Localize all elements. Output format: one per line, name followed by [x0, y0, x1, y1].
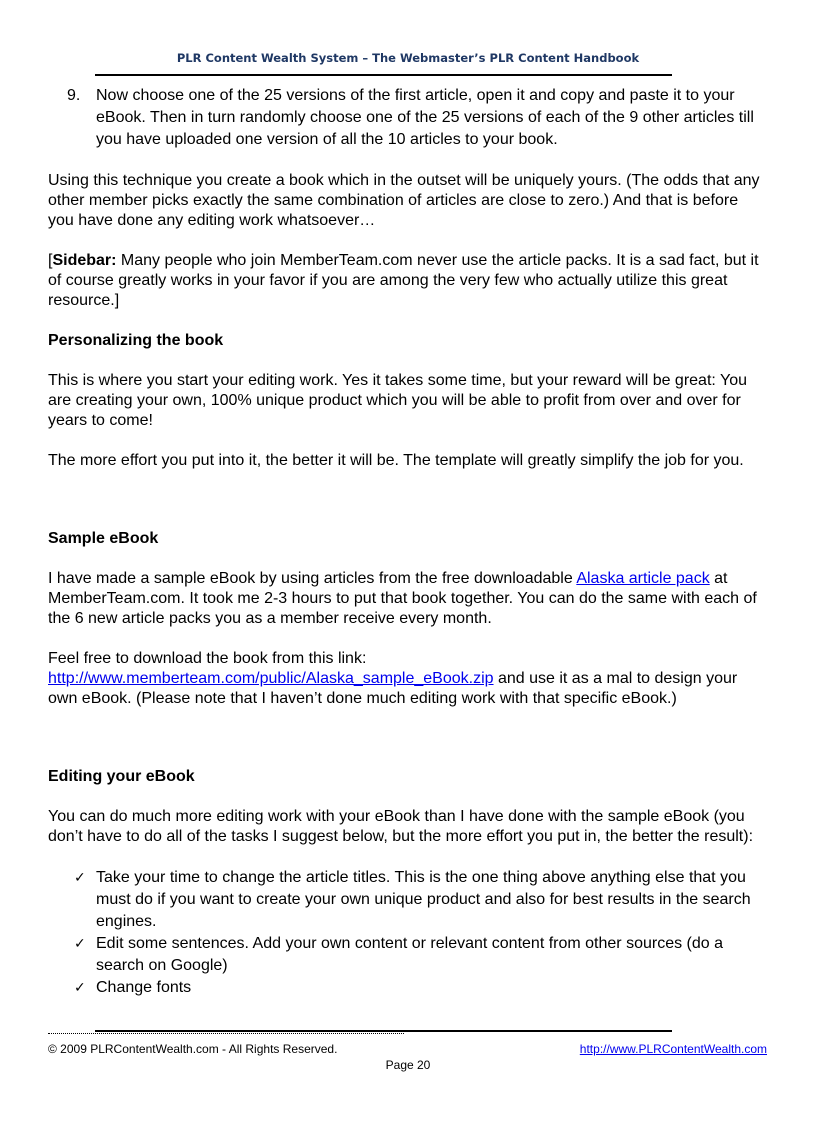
check-icon: ✓ [74, 870, 86, 886]
paragraph-sample-2 [48, 649, 768, 709]
list-item-text: Take your time to change the article titles. This is the one thing above anything else that you must do if you want to create your own unique product and also for best results in the search engines. [96, 869, 751, 930]
paragraph-personalizing-1: This is where you start your editing work. Yes it takes some time, but your reward will be great: You are creating your own, 100% unique product which you will be able to profit from over and over for years to come! [48, 372, 747, 429]
paragraph-sample-1 [48, 569, 768, 629]
running-header: PLR Content Wealth System – The Webmaster’s PLR Content Handbook [176, 51, 640, 65]
step-text: Now choose one of the 25 versions of the first article, open it and copy and paste it to your eBook. Then in turn randomly choose one of the 25 versions of each of the 9 other articles till you have uploaded one version of all the 10 articles to your book. [96, 87, 754, 148]
download-intro: Feel free to download the book from this link: [48, 650, 367, 667]
download-text-after: and use it as a mal to design your own eBook. (Please note that I haven’t done much editing work with that specific eBook.) [48, 670, 738, 707]
paragraph-personalizing-2: The more effort you put into it, the better it will be. The template will greatly simplify the job for you. [48, 452, 744, 469]
numbered-step-9 [48, 85, 768, 151]
paragraph-editing-1: You can do much more editing work with your eBook than I have done with the sample eBook (you don’t have to do all of the tasks I suggest below, but the more effort you put in, the better the result): [48, 808, 754, 845]
check-icon: ✓ [74, 980, 86, 996]
sidebar-label: Sidebar: [52, 252, 117, 269]
sample-text-before: I have made a sample eBook by using articles from the free downloadable [48, 570, 577, 587]
sidebar-open-bracket: [ [48, 252, 53, 269]
heading-sample-ebook: Sample eBook [48, 530, 159, 547]
list-item [48, 977, 768, 999]
footer-rule [95, 1030, 672, 1032]
paragraph-technique: Using this technique you create a book which in the outset will be uniquely yours. (The odds that any other member picks exactly the same combination of articles are close to zero.) And that is before you have done any editing work whatsoever… [48, 172, 760, 229]
check-icon: ✓ [74, 936, 86, 952]
page-number: Page 20 [385, 1058, 431, 1072]
sample-ebook-download-link[interactable]: http://www.memberteam.com/public/Alaska_sample_eBook.zip [48, 670, 494, 687]
alaska-article-pack-link[interactable]: Alaska article pack [576, 570, 710, 587]
page-body [48, 84, 768, 999]
list-item [48, 867, 768, 933]
sidebar-note [48, 251, 768, 311]
heading-editing-ebook: Editing your eBook [48, 768, 195, 785]
header-rule [95, 74, 672, 76]
list-item-text: Change fonts [96, 979, 192, 996]
footer-copyright: © 2009 PLRContentWealth.com - All Rights Reserved. [48, 1042, 338, 1056]
footer-dotted-rule [48, 1033, 404, 1034]
heading-personalizing: Personalizing the book [48, 332, 224, 349]
sample-text-after: at MemberTeam.com. It took me 2-3 hours to put that book together. You can do the same with each of the 6 new article packs you as a member receive every month. [48, 570, 757, 627]
list-item [48, 933, 768, 977]
step-number: 9. [67, 87, 81, 104]
footer-website-link[interactable]: http://www.PLRContentWealth.com [579, 1042, 767, 1056]
editing-checklist [48, 867, 768, 999]
list-item-text: Edit some sentences. Add your own content or relevant content from other sources (do a search on Google) [96, 935, 724, 974]
sidebar-text: Many people who join MemberTeam.com never use the article packs. It is a sad fact, but it of course greatly works in your favor if you are among the very few who actually utilize this great resource.] [48, 252, 759, 309]
